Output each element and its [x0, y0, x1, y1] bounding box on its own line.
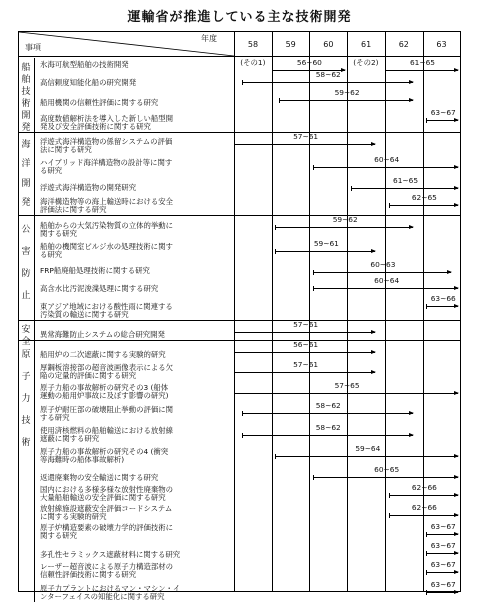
period-tick — [234, 370, 235, 375]
period-arrow — [385, 70, 458, 71]
period-label: (その1) — [240, 58, 266, 67]
period-tick — [313, 286, 314, 291]
item-text-line: 船用炉の二次遮蔽に関する実験的研究 — [40, 350, 166, 359]
period-tick — [313, 475, 314, 480]
period-label: 63~67 — [430, 560, 456, 569]
period-tick — [426, 551, 427, 556]
category-separator — [19, 215, 460, 216]
item-text — [40, 138, 172, 154]
period-tick — [272, 68, 273, 73]
year-label-63: 63 — [436, 40, 447, 49]
period-label: 59~62 — [334, 88, 360, 97]
period-label: 57~61 — [293, 132, 319, 141]
year-column-divider — [347, 32, 348, 591]
period-tick — [313, 270, 314, 275]
year-column-divider — [385, 32, 386, 591]
item-text — [40, 243, 173, 259]
item-text-line: る研究 — [40, 250, 63, 259]
item-text-line: 運動の船用炉事故に及ぼす影響の研究) — [40, 391, 169, 400]
item-text-line: 高信頼度知能化船の研究開発 — [40, 78, 137, 87]
item-text-line: 厚鋼板溶接部の超音波画像表示による欠 — [40, 363, 174, 372]
item-text-line: 遮蔽に関する研究 — [40, 434, 100, 443]
category-divider — [34, 320, 35, 340]
category-label: 原子力技術 — [21, 350, 31, 448]
item-text — [40, 184, 136, 192]
category-label: 公害防止 — [21, 225, 31, 301]
item-text-line: 放射線施設遮蔽安全評価コードシステム — [40, 504, 173, 513]
item-text-line: 大量船舶輸送の安全評価に関する研究 — [40, 493, 166, 502]
item-text-line: レーザー超音波による原子力構造部材の — [40, 562, 174, 571]
period-label: 61~65 — [393, 176, 419, 185]
item-text — [40, 303, 173, 319]
period-label: 63~67 — [430, 108, 456, 117]
item-text-line: 東アジア地域における酸性雨に関連する — [40, 302, 173, 311]
period-tick — [242, 433, 243, 438]
item-text — [40, 364, 173, 380]
period-label: 57~65 — [334, 381, 360, 390]
period-label: 58~62 — [315, 70, 341, 79]
item-text-line: 船舶の機関室ビルジ水の処理技術に関す — [40, 242, 173, 251]
category-label: 海洋開発 — [21, 140, 31, 208]
item-text-line: 氷海可航型船舶の技術開発 — [40, 60, 129, 69]
item-text — [40, 99, 158, 107]
item-text — [40, 222, 173, 238]
period-arrow — [313, 167, 458, 168]
period-tick — [426, 570, 427, 575]
category-divider — [34, 132, 35, 215]
period-arrow — [426, 306, 458, 307]
year-label-62: 62 — [398, 40, 409, 49]
item-text — [40, 331, 165, 339]
item-text-line: 信頼性評価技術に関する研究 — [40, 570, 137, 579]
item-text-line: 汚染質の輸送に関する研究 — [40, 310, 129, 319]
period-label: 62~65 — [411, 193, 437, 202]
item-text-line: 船用機関の信頼性評価に関する研究 — [40, 98, 159, 107]
period-tick — [242, 411, 243, 416]
item-text-line: ハイブリッド海洋構造物の設計等に関す — [40, 158, 173, 167]
item-text — [40, 474, 158, 482]
period-arrow — [351, 188, 458, 189]
period-tick — [275, 225, 276, 230]
period-arrow — [234, 144, 375, 145]
period-label: 59~64 — [355, 444, 381, 453]
item-text-line: 異常海難防止システムの総合研究開発 — [40, 330, 165, 339]
period-arrow — [426, 553, 458, 554]
period-tick — [426, 532, 427, 537]
item-text — [40, 384, 169, 400]
period-label: 56~61 — [293, 340, 319, 349]
item-header: 事項 — [25, 43, 41, 52]
item-text — [40, 448, 168, 464]
item-text-line: 高含水比汚泥浚渫処理に関する研究 — [40, 284, 159, 293]
item-text — [40, 406, 173, 422]
period-label: 63~67 — [430, 541, 456, 550]
period-label: 61~65 — [409, 58, 435, 67]
year-label-61: 61 — [361, 40, 372, 49]
period-tick — [234, 142, 235, 147]
category-label: 安全 — [21, 325, 31, 347]
period-arrow — [313, 288, 458, 289]
item-text-line: 浮遊式海洋構造物の開発研究 — [40, 183, 137, 192]
header-divider — [19, 56, 460, 57]
category-label: 船舶技術開発 — [21, 63, 31, 133]
period-tick — [351, 186, 352, 191]
period-label: 58~62 — [315, 401, 341, 410]
category-separator — [19, 340, 460, 341]
item-text-line: 使用済核燃料の船舶輸送における放射線 — [40, 426, 174, 435]
year-header: 年度 — [201, 34, 217, 43]
item-text-line: 浮遊式海洋構造物の係留システムの評価 — [40, 137, 173, 146]
category-separator — [19, 132, 460, 133]
category-divider — [34, 215, 35, 320]
item-text-line: 返還廃棄物の安全輸送に関する研究 — [40, 473, 159, 482]
item-text-line: 関する研究 — [40, 229, 77, 238]
item-text-line: 関する研究 — [40, 531, 77, 540]
item-text-line: FRP船廃船処理技術に関する研究 — [40, 266, 150, 275]
period-tick — [234, 330, 235, 335]
period-arrow — [242, 435, 413, 436]
item-text-line: 原子炉耐圧部の破壊阻止挙動の評価に関 — [40, 405, 174, 414]
period-arrow — [279, 100, 413, 101]
period-label: 58~62 — [315, 423, 341, 432]
item-text-line: 船舶からの大気汚染物質の立体的挙動に — [40, 221, 174, 230]
year-label-59: 59 — [285, 40, 296, 49]
item-text-line: 多孔性セラミックス遮蔽材料に関する研究 — [40, 550, 181, 559]
item-text — [40, 351, 166, 359]
period-arrow — [313, 272, 450, 273]
category-divider — [34, 58, 35, 132]
item-text-line: 発及び安全評価技術に関する研究 — [40, 122, 151, 131]
item-text — [40, 285, 158, 293]
period-arrow — [389, 205, 459, 206]
item-text-line: 高度数値解析法を導入した新しい船型開 — [40, 114, 174, 123]
item-text-line: 原子力船の事故解析の研究その3 (船体 — [40, 383, 169, 392]
period-label: 59~61 — [313, 239, 339, 248]
period-tick — [389, 203, 390, 208]
item-text — [40, 427, 173, 443]
item-text-line: する研究 — [40, 413, 70, 422]
page-title: 運輸省が推進している主な技術開発 — [127, 10, 352, 25]
period-arrow — [234, 352, 375, 353]
year-column-divider — [234, 32, 235, 591]
period-arrow — [426, 534, 458, 535]
period-arrow — [426, 572, 458, 573]
period-label: 57~61 — [293, 360, 319, 369]
period-tick — [313, 165, 314, 170]
item-text-line: に関する実験的研究 — [40, 512, 107, 521]
period-tick — [234, 350, 235, 355]
item-text-line: る研究 — [40, 166, 63, 175]
period-tick — [426, 304, 427, 309]
period-label: 60~64 — [374, 276, 400, 285]
item-text — [40, 524, 173, 540]
period-label: 62~66 — [411, 503, 437, 512]
period-label: 63~67 — [430, 522, 456, 531]
schedule-table — [18, 31, 461, 601]
item-text — [40, 563, 173, 579]
period-arrow — [242, 82, 413, 83]
item-text-line: ンターフェイスの知能化に関する研究 — [40, 592, 165, 601]
period-label: 56~60 — [296, 58, 322, 67]
category-separator — [19, 320, 460, 321]
period-tick — [426, 118, 427, 123]
period-label: 60~63 — [370, 260, 396, 269]
period-arrow — [313, 477, 458, 478]
item-text-line: 等海難時の船体事故解析) — [40, 455, 125, 464]
period-label: 60~64 — [374, 155, 400, 164]
period-tick — [234, 391, 235, 396]
item-text — [40, 505, 172, 521]
period-tick — [275, 454, 276, 459]
period-label: 63~67 — [430, 580, 456, 589]
period-tick — [242, 80, 243, 85]
item-text — [40, 79, 136, 87]
period-tick — [426, 590, 427, 595]
item-text-line: 陥の定量的評価に関する研究 — [40, 371, 137, 380]
item-text — [40, 61, 129, 69]
period-arrow — [234, 372, 375, 373]
period-label: 63~66 — [430, 294, 456, 303]
year-label-60: 60 — [323, 40, 334, 49]
item-text — [40, 551, 180, 559]
item-text — [40, 486, 173, 502]
year-column-divider — [272, 32, 273, 591]
period-label: (その2) — [353, 58, 379, 67]
period-label: 60~65 — [374, 465, 400, 474]
item-text-line: 原子力プラントにおけるマン・マシン・イ — [40, 584, 181, 593]
period-arrow — [275, 456, 458, 457]
item-text-line: 国内における多様多様な放射性廃棄物の — [40, 485, 174, 494]
item-text-line: 評価法に関する研究 — [40, 205, 107, 214]
year-column-divider — [309, 32, 310, 591]
period-arrow — [275, 251, 375, 252]
period-arrow — [389, 495, 459, 496]
item-text — [40, 159, 172, 175]
period-tick — [385, 68, 386, 73]
item-text — [40, 267, 150, 275]
period-label: 62~66 — [411, 483, 437, 492]
year-label-58: 58 — [247, 40, 259, 49]
item-text-line: 海洋構造物等の海上輸送時における安全 — [40, 197, 174, 206]
period-tick — [389, 493, 390, 498]
item-text-line: 法に関する研究 — [40, 145, 92, 154]
period-arrow — [242, 413, 413, 414]
period-label: 57~61 — [293, 320, 319, 329]
category-divider — [34, 340, 35, 602]
period-arrow — [234, 332, 375, 333]
period-arrow — [426, 120, 458, 121]
period-tick — [279, 98, 280, 103]
period-arrow — [389, 515, 459, 516]
period-arrow — [234, 393, 458, 394]
period-label: 59~62 — [332, 215, 358, 224]
period-tick — [389, 513, 390, 518]
period-tick — [275, 249, 276, 254]
item-text-line: 原子炉構造要素の破壊力学的評価技術に — [40, 523, 174, 532]
item-text-line: 原子力船の事故解析の研究その4 (衝突 — [40, 447, 169, 456]
period-arrow — [426, 592, 458, 593]
period-arrow — [275, 227, 412, 228]
item-text — [40, 198, 173, 214]
item-text — [40, 115, 173, 131]
